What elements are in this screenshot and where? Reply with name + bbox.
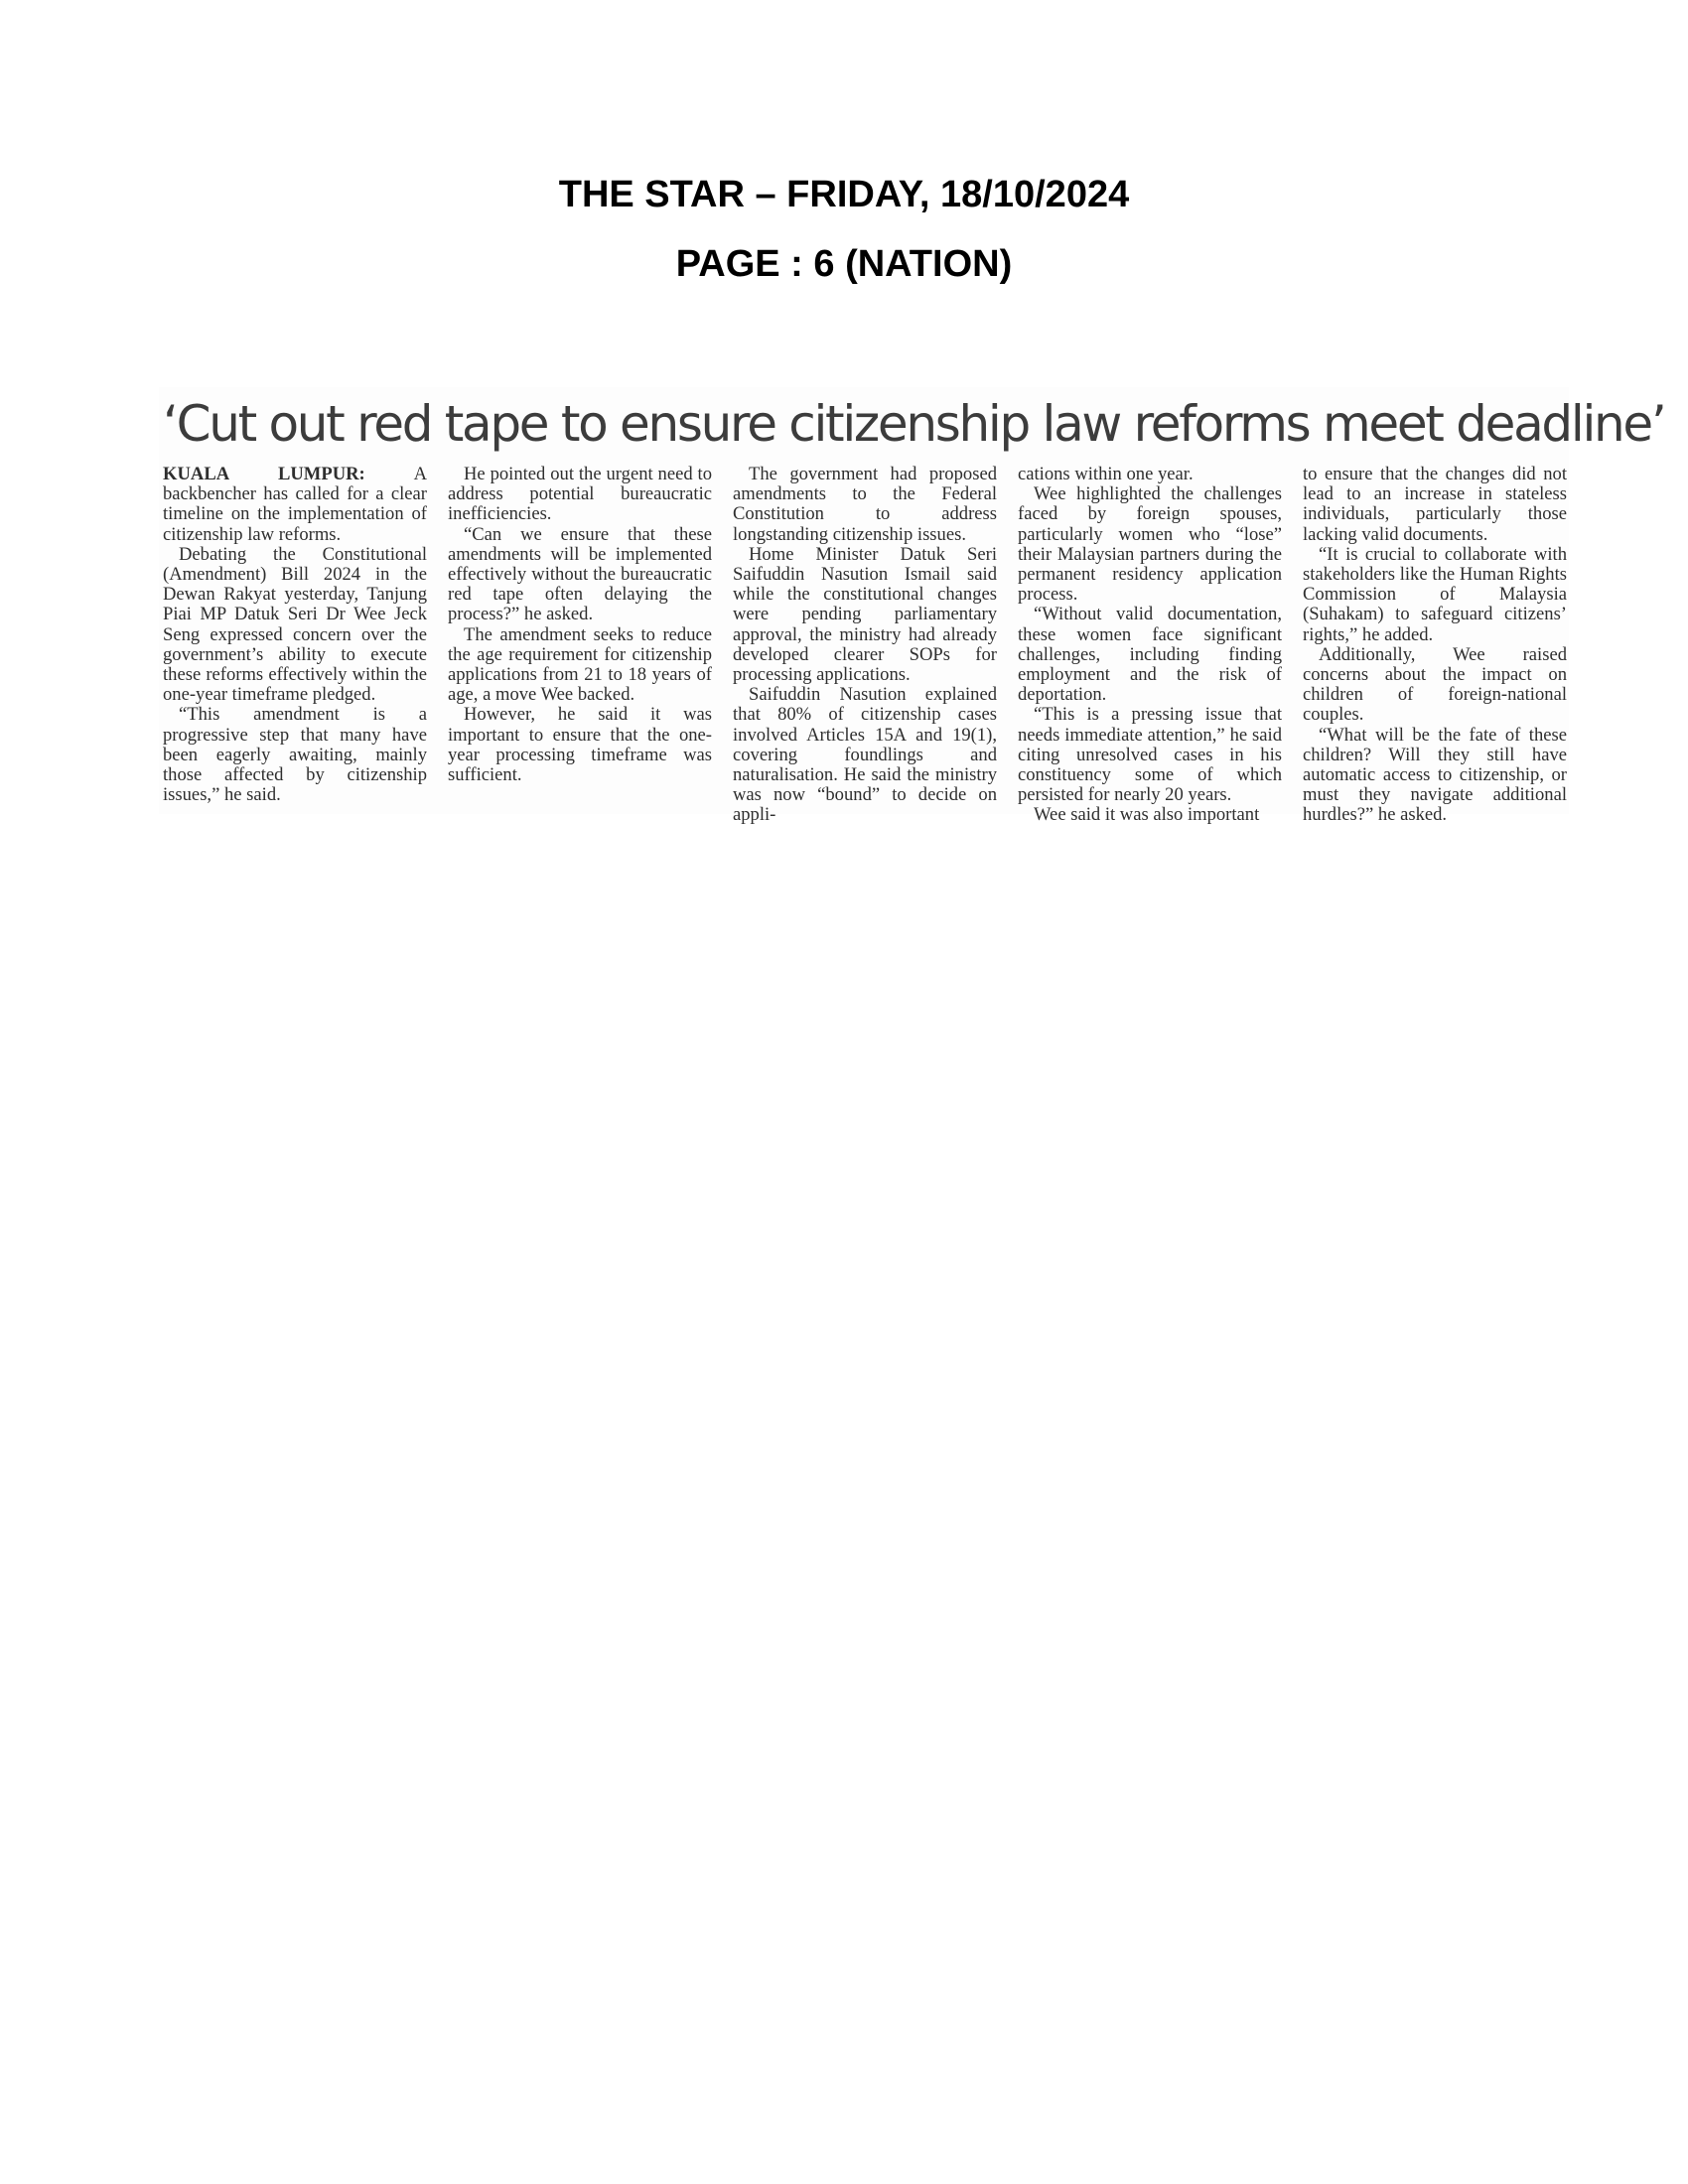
- article-column-5: [1303, 465, 1567, 826]
- article-paragraph: The amendment seeks to reduce the age requirement for citizenship applications from 21 to 18 years of age, a move Wee backed.: [448, 623, 712, 706]
- article-column-1: [163, 465, 427, 805]
- article-paragraph: Wee highlighted the challenges faced by foreign spouses, particularly women who “lose” their Malaysian partners during the permanent residency application process.: [1018, 483, 1282, 606]
- article-paragraph: “This is a pressing issue that needs immediate attention,” he said citing unresolved cases in his constituency some of which persisted for nearly 20 years.: [1018, 704, 1282, 806]
- publication-date-line: THE STAR – FRIDAY, 18/10/2024: [558, 174, 1130, 215]
- article-paragraph: to ensure that the changes did not lead to an increase in stateless individuals, particularly those lacking valid documents.: [1303, 464, 1567, 545]
- article-paragraph: “Can we ensure that these amendments will be implemented effectively without the bureaucratic red tape often delaying the process?” he asked.: [448, 523, 712, 625]
- article-paragraph: “What will be the fate of these children? Will they still have automatic access to citizenship, or must they navigate additional hurdles?” he asked.: [1303, 724, 1567, 826]
- article-paragraph: cations within one year.: [1018, 464, 1194, 484]
- article-paragraph: Wee said it was also important: [1034, 804, 1260, 826]
- article-dateline: KUALA LUMPUR:: [163, 464, 365, 484]
- article-headline: ‘Cut out red tape to ensure citizenship law reforms meet deadline’: [163, 395, 1665, 453]
- article-paragraph: Debating the Constitutional (Amendment) Bill 2024 in the Dewan Rakyat yesterday, Tanjung Piai MP Datuk Seri Dr Wee Jeck Seng expressed concern over the government’s ability to execute these reforms effectively within the one-year timeframe pledged.: [163, 543, 427, 706]
- article-paragraph: The government had proposed amendments to the Federal Constitution to address longstanding citizenship issues.: [733, 464, 997, 545]
- newspaper-clipping: [159, 387, 1665, 826]
- article-paragraph: He pointed out the urgent need to address potential bureaucratic inefficiencies.: [448, 464, 712, 525]
- article-column-2: [448, 465, 712, 785]
- article-paragraph: Saifuddin Nasution explained that 80% of citizenship cases involved Articles 15A and 19(1), covering foundlings and naturalisation. He said the ministry was now “bound” to decide on appli-: [733, 684, 997, 826]
- article-body: [163, 464, 1567, 826]
- article-column-3: [733, 465, 997, 826]
- article-paragraph: [163, 465, 427, 545]
- article-paragraph: Home Minister Datuk Seri Saifuddin Nasution Ismail said while the constitutional changes were pending parliamentary approval, the ministry had already developed clearer SOPs for processing applications.: [733, 543, 997, 686]
- article-paragraph: “This amendment is a progressive step that many have been eagerly awaiting, mainly those affected by citizenship issues,” he said.: [163, 704, 427, 806]
- article-paragraph: “It is crucial to collaborate with stakeholders like the Human Rights Commission of Malaysia (Suhakam) to safeguard citizens’ rights,” he added.: [1303, 543, 1567, 645]
- article-paragraph: “Without valid documentation, these women face significant challenges, including finding employment and the risk of deportation.: [1018, 604, 1282, 706]
- article-column-4: [1018, 465, 1282, 826]
- article-paragraph: Additionally, Wee raised concerns about the impact on children of foreign-national couples.: [1303, 643, 1567, 726]
- page-section-line: PAGE : 6 (NATION): [675, 243, 1013, 285]
- paragraph-text: A backbencher has called for a clear timeline on the implementation of citizenship law reforms.: [163, 464, 427, 545]
- article-paragraph: However, he said it was important to ensure that the one-year processing timeframe was sufficient.: [448, 704, 712, 786]
